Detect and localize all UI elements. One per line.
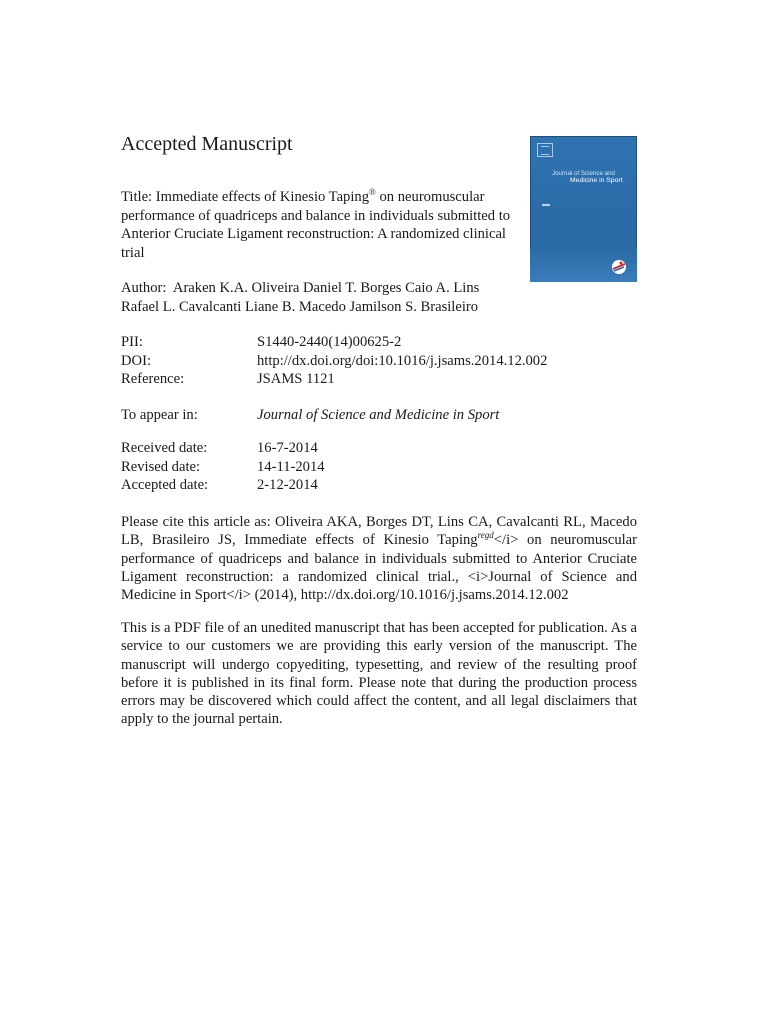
- citation-paragraph: [121, 513, 637, 604]
- revised-row: [121, 458, 325, 477]
- reference-row: [121, 370, 547, 389]
- pii-value: S1440-2440(14)00625-2: [257, 334, 402, 350]
- received-row: [121, 439, 325, 458]
- pii-label: PII:: [121, 334, 143, 350]
- cover-title-line1: Journal of Science and: [552, 170, 615, 177]
- journal-row: [121, 406, 499, 425]
- pii-row: [121, 333, 547, 352]
- doi-row: [121, 352, 547, 371]
- author-names: Araken K.A. Oliveira Daniel T. Borges Caio A. Lins Rafael L. Cavalcanti Liane B. Macedo Jamilson S. Brasileiro: [121, 280, 480, 315]
- doi-label: DOI:: [121, 352, 151, 369]
- received-label: Received date:: [121, 440, 208, 456]
- revised-value: 14-11-2014: [257, 458, 325, 475]
- dates-table: [121, 439, 325, 495]
- citation-text-pre: Please cite this article as: Oliveira AKA, Borges DT, Lins CA, Cavalcanti RL, Macedo LB, Brasileiro JS, Immediate effects of Kinesio Taping: [121, 514, 637, 549]
- reference-value: JSAMS 1121: [257, 371, 335, 388]
- journal-row-inner: [121, 406, 499, 425]
- journal-name: Journal of Science and Medicine in Sport: [257, 407, 500, 423]
- registered-mark: ®: [369, 187, 376, 198]
- elsevier-logo-icon: [537, 143, 553, 157]
- author-list: [121, 279, 511, 316]
- article-title: [121, 188, 511, 262]
- citation-text-post: </i> on neuromuscular performance of quadriceps and balance in individuals submitted to Anterior Cruciate Ligament reconstruction: a randomized clinical trial., <i>Journal of Science and Medicine in Sport</i> (2014), http://dx.doi.org/10.1016/j.jsams.2014.12.002: [121, 532, 638, 604]
- reference-label: Reference:: [121, 371, 185, 388]
- accepted-value: 2-12-2014: [257, 477, 318, 494]
- cover-volume-mark: [542, 204, 550, 206]
- title-text-post: on neuromuscular performance of quadriceps and balance in individuals submitted to Anterior Cruciate Ligament reconstruction: A randomized clinical trial: [121, 189, 511, 261]
- journal-label: To appear in:: [121, 407, 198, 423]
- page-heading: Accepted Manuscript: [121, 133, 293, 155]
- revised-label: Revised date:: [121, 458, 201, 475]
- disclaimer-paragraph: This is a PDF file of an unedited manuscript that has been accepted for publication. As a service to our customers we are providing this early version of the manuscript. The manuscript will undergo copyediting, typesetting, and review of the resulting proof before it is published in its final form. Please note that during the production process errors may be discovered which could affect the content, and all legal disclaimers that apply to the journal pertain.: [121, 620, 637, 728]
- received-value: 16-7-2014: [257, 440, 318, 456]
- title-label: Title:: [121, 189, 153, 205]
- identifier-table: [121, 333, 547, 389]
- title-text-pre: Immediate effects of Kinesio Taping: [155, 189, 369, 205]
- author-label: Author:: [121, 280, 167, 296]
- accepted-row: [121, 476, 325, 495]
- sports-medicine-logo-icon: [609, 258, 629, 276]
- journal-cover-image: [530, 136, 637, 282]
- cover-title-line2: Medicine in Sport: [570, 177, 623, 184]
- doi-link[interactable]: http://dx.doi.org/doi:10.1016/j.jsams.2014.12.002: [257, 352, 548, 369]
- accepted-label: Accepted date:: [121, 477, 209, 494]
- citation-regd: regd: [477, 530, 494, 541]
